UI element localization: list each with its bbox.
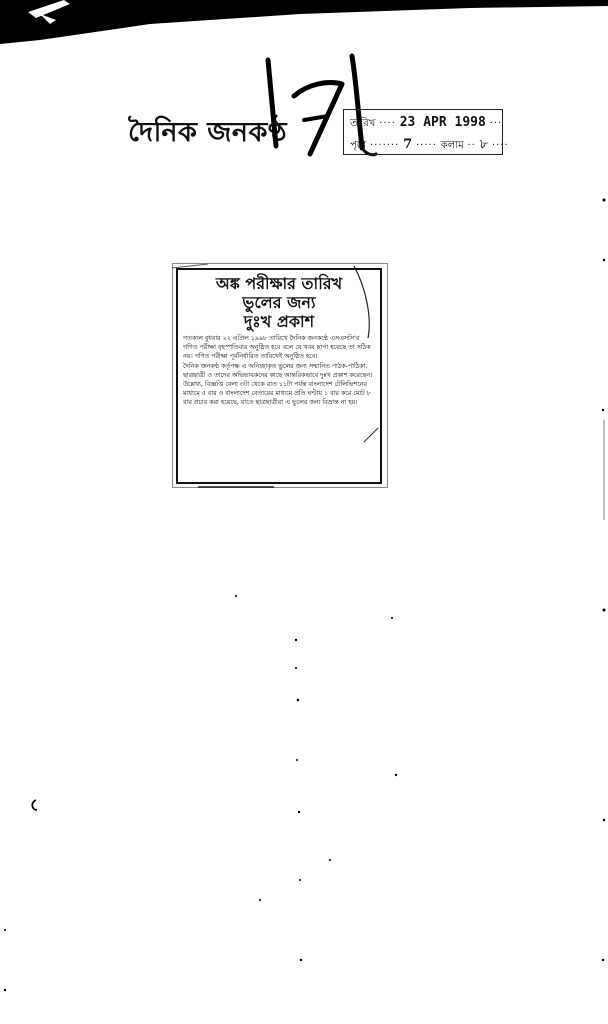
- clipping-paragraph: দৈনিক জনকণ্ঠ কর্তৃপক্ষ এ অনিচ্ছাকৃত ভুলের জন্য সম্মানিত পাঠক-পাঠিকা, ছাত্রছাত্রী ও তাদের অভিভাবকদের কাছে আন্তরিকভাবে দুঃখ প্রকাশ করেছেন।: [183, 362, 373, 379]
- date-stamp: [343, 109, 509, 155]
- clipping-headline: [183, 274, 375, 331]
- newspaper-clipping: [176, 268, 382, 484]
- stamp-date-row: তারিখ ···· 23 APR 1998 ···: [350, 115, 503, 130]
- clipping-paragraph: উল্লেখ্য, বিজ্ঞপ্তি বেলা ৩টা থেকে রাত ১১টা পর্যন্ত বাংলাদেশ টেলিভিশনের মাধ্যমে ৫ বার ও বাংলাদেশ বেতারের মাধ্যমে প্রতি ঘণ্টায় ১ বার করে মোট ৮ বার প্রচার করা হয়েছে, যাতে ছাত্রছাত্রীরা এ ভুলের জন্য বিভ্রান্ত না হয়।: [183, 381, 371, 407]
- stamp-page-row: পৃষ্ঠা ······· 7 ····· কলাম ·· ৮ ····: [350, 137, 509, 152]
- headline-line: ভুলের জন্য: [242, 293, 316, 312]
- headline-line: দুঃখ প্রকাশ: [243, 312, 315, 331]
- stamp-column-label: কলাম: [440, 140, 464, 151]
- newspaper-name: দৈনিক জনকণ্ঠ: [128, 117, 288, 148]
- stamp-column-value: ৮: [479, 137, 489, 152]
- stamp-page-value: 7: [403, 137, 413, 152]
- stamp-page-label: পৃষ্ঠা: [350, 140, 367, 151]
- headline-line: অঙ্ক পরীক্ষার তারিখ: [215, 274, 343, 293]
- stamp-date-label: তারিখ: [350, 118, 376, 129]
- stamp-date-value: 23 APR 1998: [399, 115, 486, 130]
- clipping-paragraph: গতকাল বুধবার ২২ এপ্রিল ১৯৯৮ তারিখে দৈনিক জনকণ্ঠে এসএসসি'র গণিত পরীক্ষা বৃহস্পতিবার অনুষ্ঠিত হবে বলে যে খবর ছাপা হয়েছে তা সঠিক নয়। গণিত পরীক্ষা পূর্বনির্ধারিত তারিখেই অনুষ্ঠিত হবে।: [183, 335, 371, 361]
- clipping-body: [183, 334, 375, 408]
